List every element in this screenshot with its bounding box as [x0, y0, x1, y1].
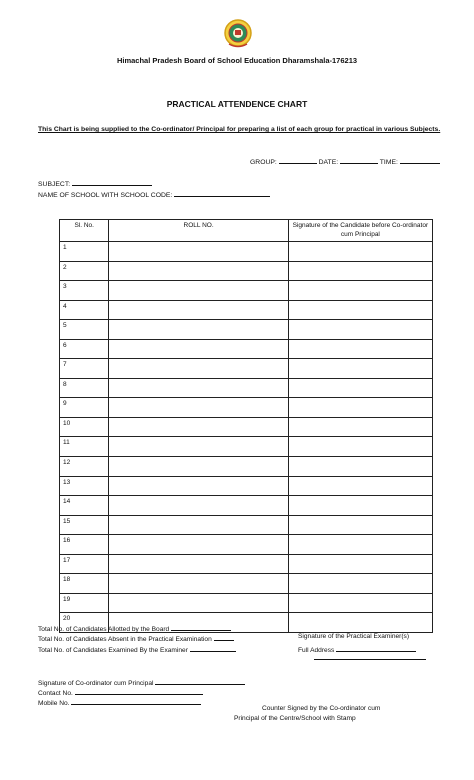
allotted-label: Total No. of Candidates Allotted by the Board: [38, 626, 170, 633]
serial-cell: 11: [60, 437, 109, 457]
absent-label: Total No. of Candidates Absent in the Practical Examination: [38, 636, 212, 643]
serial-cell: 9: [60, 398, 109, 418]
serial-cell: 7: [60, 359, 109, 379]
signature-cell[interactable]: [288, 554, 432, 574]
signature-cell[interactable]: [288, 496, 432, 516]
examined-row: [38, 644, 236, 654]
roll-no-cell[interactable]: [109, 359, 288, 379]
table-row: [60, 574, 433, 594]
roll-no-cell[interactable]: [109, 593, 288, 613]
signature-cell[interactable]: [288, 339, 432, 359]
signature-cell[interactable]: [288, 320, 432, 340]
group-date-time-row: [250, 156, 440, 166]
signature-cell[interactable]: [288, 359, 432, 379]
signature-cell[interactable]: [288, 574, 432, 594]
roll-no-cell[interactable]: [109, 378, 288, 398]
signature-cell[interactable]: [288, 281, 432, 301]
serial-cell: 20: [60, 613, 109, 633]
counter-signed-line-2: Principal of the Centre/School with Stamp: [234, 715, 356, 722]
serial-cell: 1: [60, 242, 109, 262]
group-label: GROUP:: [250, 159, 277, 166]
table-row: [60, 378, 433, 398]
roll-no-cell[interactable]: [109, 535, 288, 555]
serial-cell: 8: [60, 378, 109, 398]
serial-cell: 17: [60, 554, 109, 574]
table-row: [60, 593, 433, 613]
signature-cell[interactable]: [288, 476, 432, 496]
date-label: DATE:: [318, 159, 339, 166]
serial-cell: 13: [60, 476, 109, 496]
absent-row: [38, 633, 234, 643]
subject-field[interactable]: [72, 178, 152, 186]
intro-text: This Chart is being supplied to the Co-ordinator/ Principal for preparing a list of each group for practical in various Subjects.: [38, 126, 441, 133]
signature-cell[interactable]: [288, 398, 432, 418]
signature-cell[interactable]: [288, 457, 432, 477]
table-row: [60, 535, 433, 555]
table-row: [60, 320, 433, 340]
table-row: [60, 457, 433, 477]
roll-no-cell[interactable]: [109, 554, 288, 574]
serial-cell: 6: [60, 339, 109, 359]
absent-field[interactable]: [214, 633, 234, 641]
serial-cell: 15: [60, 515, 109, 535]
subject-label: SUBJECT:: [38, 181, 71, 188]
roll-no-cell[interactable]: [109, 281, 288, 301]
signature-cell[interactable]: [288, 242, 432, 262]
table-row: [60, 359, 433, 379]
roll-no-cell[interactable]: [109, 320, 288, 340]
table-row: [60, 476, 433, 496]
signature-cell[interactable]: [288, 593, 432, 613]
table-row: [60, 417, 433, 437]
serial-cell: 12: [60, 457, 109, 477]
attendance-table: [59, 219, 433, 633]
counter-signed-line-1: Counter Signed by the Co-ordinator cum: [262, 705, 381, 712]
table-row: [60, 261, 433, 281]
attendance-table-body: [60, 242, 433, 633]
table-header-row: [60, 220, 433, 242]
roll-no-cell[interactable]: [109, 515, 288, 535]
roll-no-cell[interactable]: [109, 437, 288, 457]
serial-cell: 4: [60, 300, 109, 320]
examiner-signature-label: Signature of the Practical Examiner(s): [298, 633, 410, 640]
examined-label: Total No. of Candidates Examined By the Examiner: [38, 647, 188, 654]
contact-row: [38, 687, 203, 697]
date-field[interactable]: [340, 156, 378, 164]
roll-no-cell[interactable]: [109, 476, 288, 496]
table-row: [60, 496, 433, 516]
signature-cell[interactable]: [288, 613, 432, 633]
page-title: PRACTICAL ATTENDENCE CHART: [166, 99, 308, 109]
roll-no-cell[interactable]: [109, 339, 288, 359]
mobile-label: Mobile No.: [38, 700, 70, 707]
table-row: [60, 398, 433, 418]
roll-no-cell[interactable]: [109, 457, 288, 477]
header-signature: Signature of the Candidate before Co-ordinator cum Principal: [288, 220, 432, 242]
table-row: [60, 281, 433, 301]
signature-cell[interactable]: [288, 378, 432, 398]
serial-cell: 18: [60, 574, 109, 594]
coordinator-signature-field[interactable]: [155, 677, 245, 685]
mobile-row: [38, 697, 201, 707]
full-address-label: Full Address: [298, 647, 335, 654]
contact-label: Contact No.: [38, 690, 73, 697]
roll-no-cell[interactable]: [109, 300, 288, 320]
roll-no-cell[interactable]: [109, 496, 288, 516]
roll-no-cell[interactable]: [109, 242, 288, 262]
coordinator-signature-row: [38, 677, 245, 687]
serial-cell: 14: [60, 496, 109, 516]
allotted-row: [38, 623, 231, 633]
roll-no-cell[interactable]: [109, 574, 288, 594]
school-row: [38, 189, 270, 199]
coordinator-signature-label: Signature of Co-ordinator cum Principal: [38, 680, 154, 687]
board-seal-icon: [224, 18, 252, 48]
signature-cell[interactable]: [288, 515, 432, 535]
roll-no-cell[interactable]: [109, 417, 288, 437]
serial-cell: 5: [60, 320, 109, 340]
mobile-field[interactable]: [71, 697, 201, 705]
time-field[interactable]: [400, 156, 440, 164]
signature-cell[interactable]: [288, 437, 432, 457]
table-row: [60, 437, 433, 457]
table-row: [60, 554, 433, 574]
school-field[interactable]: [174, 189, 270, 197]
table-row: [60, 242, 433, 262]
school-label: NAME OF SCHOOL WITH SCHOOL CODE:: [38, 192, 173, 199]
signature-cell[interactable]: [288, 535, 432, 555]
subject-row: [38, 178, 152, 188]
header-sl-no: Sl. No.: [60, 220, 109, 242]
full-address-field[interactable]: [336, 644, 416, 652]
signature-cell[interactable]: [288, 417, 432, 437]
serial-cell: 10: [60, 417, 109, 437]
serial-cell: 16: [60, 535, 109, 555]
board-name: Himachal Pradesh Board of School Education Dharamshala-176213: [116, 56, 358, 65]
roll-no-cell[interactable]: [109, 398, 288, 418]
address-line-2[interactable]: [314, 653, 426, 660]
roll-no-cell[interactable]: [109, 261, 288, 281]
table-row: [60, 339, 433, 359]
signature-cell[interactable]: [288, 261, 432, 281]
group-field[interactable]: [279, 156, 317, 164]
table-row: [60, 515, 433, 535]
serial-cell: 2: [60, 261, 109, 281]
allotted-field[interactable]: [171, 623, 231, 631]
time-label: TIME:: [379, 159, 398, 166]
serial-cell: 19: [60, 593, 109, 613]
examined-field[interactable]: [190, 644, 236, 652]
signature-cell[interactable]: [288, 300, 432, 320]
header-roll-no: ROLL NO.: [109, 220, 288, 242]
serial-cell: 3: [60, 281, 109, 301]
contact-field[interactable]: [75, 687, 203, 695]
table-row: [60, 300, 433, 320]
